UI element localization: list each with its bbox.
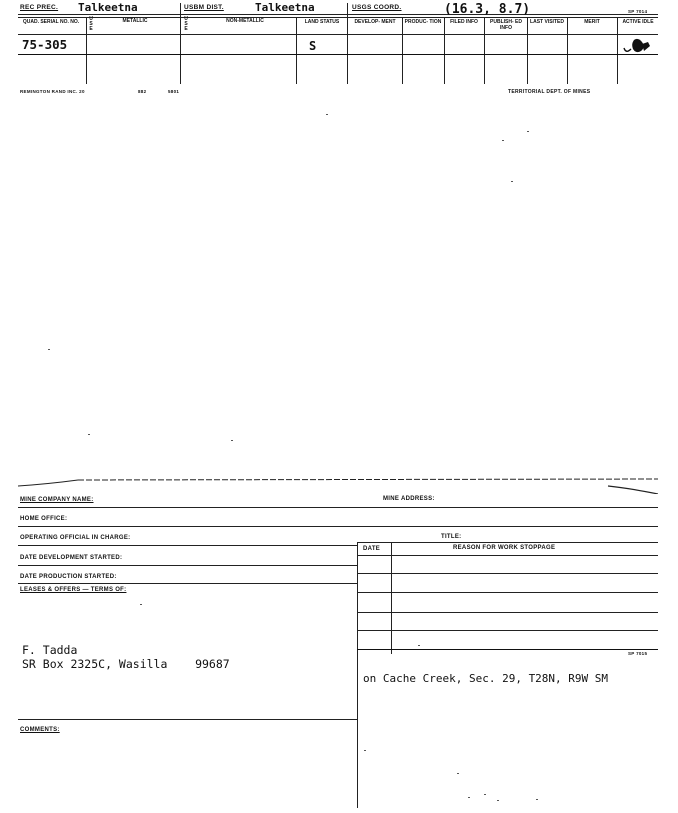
col-land-status: LAND STATUS [304,19,340,25]
rule [18,565,358,566]
scan-speck [457,773,459,774]
rule [357,630,658,631]
rule [357,649,658,650]
col-filed-info: FILED INFO [450,19,478,25]
form-number: SP 7014 [628,9,648,14]
rule [18,545,358,546]
divider [484,17,485,84]
scan-speck [364,750,366,751]
usbm-dist-value: Talkeetna [255,1,315,14]
col-nonmetallic: NON-METALLIC [226,18,264,24]
scan-speck [326,114,328,115]
scan-speck [231,440,233,441]
land-status-value: S [309,39,317,53]
mine-address-label: MINE ADDRESS: [383,496,435,502]
divider [296,17,297,84]
rule [357,555,658,556]
scan-speck [497,800,499,801]
scan-speck [418,645,420,646]
rule [18,526,658,527]
col-published-info: PUBLISH- ED INFO [490,19,522,31]
divider [357,542,358,654]
rule [18,719,358,720]
divider [391,542,392,654]
mine-company-label: MINE COMPANY NAME: [20,497,94,503]
owner-name: F. Tadda [22,643,78,657]
bottom-form-number: SP 7015 [628,651,648,656]
date-production-label: DATE PRODUCTION STARTED: [20,574,117,580]
rule [357,542,658,543]
comments-label: COMMENTS: [20,727,60,733]
col-last-visited: LAST VISITED [530,19,564,25]
owner-address: SR Box 2325C, Wasilla 99687 [22,657,230,671]
col-quad-serial: QUAD. SERIAL NO. NO. [22,19,80,25]
rule [18,583,358,584]
col-merit: MERIT [584,19,600,25]
divider [347,3,348,84]
serial-value: 75-305 [22,37,68,52]
scan-speck [88,434,90,435]
usgs-coord-label: USGS COORD. [352,4,402,11]
col-active-idle: ACTIVE IDLE [622,19,654,25]
scan-speck [48,349,50,350]
scan-speck [536,799,538,800]
scan-speck [140,604,142,605]
footer-num1: 882 [138,89,147,94]
usgs-coord-value: (16.3, 8.7) [444,2,531,17]
divider [402,17,403,84]
divider [180,3,181,84]
col-use-metallic: U S E [89,16,93,32]
col-use-nonmetallic: U S E [184,16,188,32]
home-office-label: HOME OFFICE: [20,516,68,522]
rule [18,54,658,55]
date-development-label: DATE DEVELOPMENT STARTED: [20,555,123,561]
scan-speck [527,131,529,132]
title-label: TITLE: [441,534,462,540]
divider [357,654,358,724]
rule [357,573,658,574]
footer-left: REMINGTON RAND INC. 20 [20,89,85,94]
divider [357,724,358,808]
scan-speck [468,797,470,798]
scan-speck [511,181,513,182]
rule [357,612,658,613]
scan-speck [502,140,504,141]
rec-prec-value: Talkeetna [78,1,138,14]
scan-speck [484,794,486,795]
divider [567,17,568,84]
active-mark-icon [620,36,656,56]
rec-prec-label: REC PREC. [20,4,59,11]
leases-label: LEASES & OFFERS — TERMS OF: [20,587,127,593]
operating-official-label: OPERATING OFFICIAL IN CHARGE: [20,535,131,541]
divider [86,17,87,84]
col-metallic: METALLIC [122,18,148,24]
footer-right: TERRITORIAL DEPT. OF MINES [508,89,591,95]
footer-num2: 5801 [168,89,180,94]
divider [444,17,445,84]
col-production: PRODUC- TION [404,19,442,25]
reason-column-label: REASON FOR WORK STOPPAGE [453,545,556,551]
rule [18,507,658,508]
location-text: on Cache Creek, Sec. 29, T28N, R9W SM [363,672,609,685]
card-edge-icon [18,474,658,494]
date-column-label: DATE [363,546,381,552]
top-rule [18,14,658,15]
divider [617,17,618,84]
rule [18,34,658,35]
divider [527,17,528,84]
rule [357,592,658,593]
usbm-dist-label: USBM DIST. [184,4,224,11]
col-development: DEVELOP- MENT [354,19,396,25]
